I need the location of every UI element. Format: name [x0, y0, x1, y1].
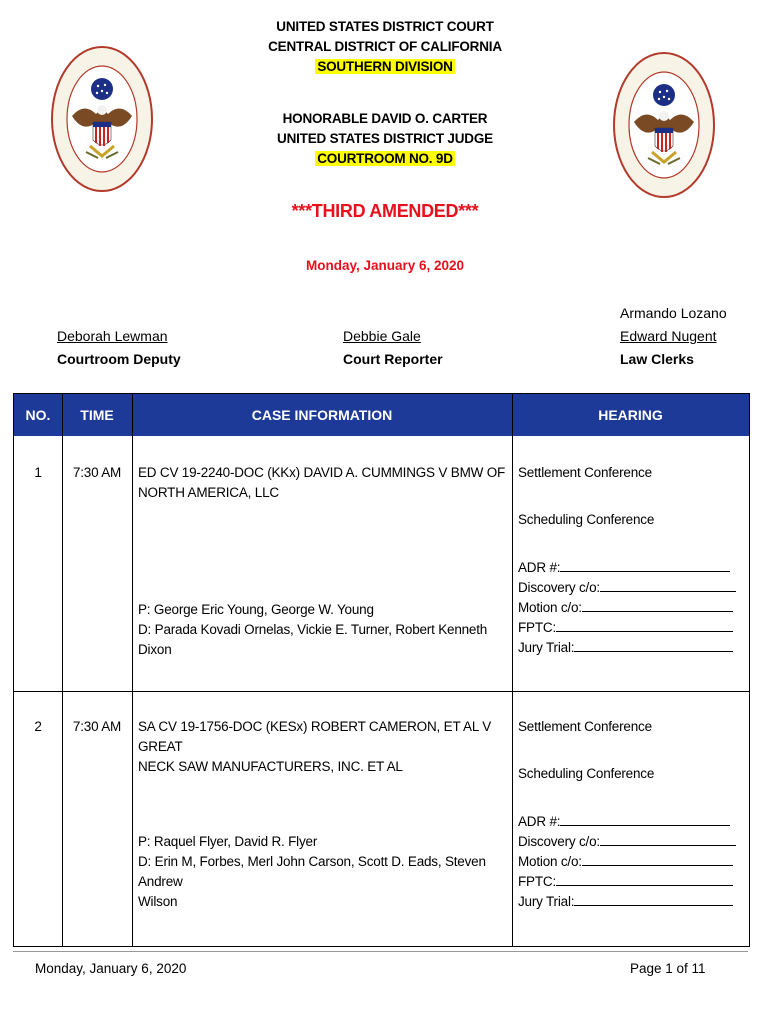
table-header [14, 394, 749, 436]
discovery-label: Discovery c/o: [518, 580, 600, 595]
fptc-label: FPTC: [518, 620, 556, 635]
plaintiff-counsel: P: Raquel Flyer, David R. Flyer [138, 834, 318, 849]
case-caption [138, 463, 510, 503]
column-header-case: CASE INFORMATION [251, 407, 393, 423]
row-time: 7:30 AM [72, 719, 122, 734]
motion-label: Motion c/o: [518, 854, 582, 869]
courtroom-deputy [57, 325, 181, 371]
defendant-counsel: D: Erin M, Forbes, Merl John Carson, Scott D. Eads, Steven Andrew [138, 854, 486, 889]
hearing-dates [518, 812, 743, 912]
case-caption-line: NORTH AMERICA, LLC [138, 485, 279, 500]
adr-label: ADR #: [518, 560, 561, 575]
case-caption [138, 717, 510, 777]
court-reporter [343, 325, 443, 371]
column-header-hearing: HEARING [598, 407, 663, 423]
adr-label: ADR #: [518, 814, 561, 829]
footer-date: Monday, January 6, 2020 [35, 961, 187, 976]
plaintiff-counsel: P: George Eric Young, George W. Young [138, 602, 374, 617]
discovery-label: Discovery c/o: [518, 834, 600, 849]
jury-trial-label: Jury Trial: [518, 894, 575, 909]
column-header-time: TIME [80, 407, 114, 423]
case-caption-line: SA CV 19-1756-DOC (KESx) ROBERT CAMERON, ET AL V GREAT [138, 719, 492, 754]
calendar-date: Monday, January 6, 2020 [305, 258, 465, 273]
column-header-no: NO. [25, 407, 51, 423]
row-number: 2 [34, 719, 42, 734]
row-number: 1 [34, 465, 42, 480]
clerk-name: Armando Lozano [620, 305, 727, 321]
case-parties [138, 600, 510, 660]
hearing-type: Scheduling Conference [518, 512, 655, 527]
calendar-table [13, 393, 750, 947]
reporter-role: Court Reporter [343, 351, 443, 367]
case-caption-line: NECK SAW MANUFACTURERS, INC. ET AL [138, 759, 403, 774]
court-district: CENTRAL DISTRICT OF CALIFORNIA [268, 39, 502, 54]
motion-label: Motion c/o: [518, 600, 582, 615]
deputy-name: Deborah Lewman [57, 328, 168, 344]
judge-name: HONORABLE DAVID O. CARTER [282, 111, 488, 126]
judge-header [0, 109, 770, 169]
clerk-name: Edward Nugent [620, 328, 717, 344]
jury-trial-label: Jury Trial: [518, 640, 575, 655]
hearing-dates [518, 558, 743, 658]
court-header [0, 17, 770, 77]
reporter-name: Debbie Gale [343, 328, 421, 344]
fptc-label: FPTC: [518, 874, 556, 889]
hearing-type: Settlement Conference [518, 719, 652, 734]
amended-notice: ***THIRD AMENDED*** [291, 201, 479, 221]
hearing-type: Settlement Conference [518, 465, 652, 480]
courtroom-number: COURTROOM NO. 9D [317, 151, 453, 166]
deputy-role: Courtroom Deputy [57, 351, 181, 367]
row-time: 7:30 AM [72, 465, 122, 480]
hearing-type: Scheduling Conference [518, 766, 655, 781]
defendant-counsel: Wilson [138, 894, 178, 909]
court-name: UNITED STATES DISTRICT COURT [276, 19, 494, 34]
page-number: Page 1 of 11 [630, 961, 706, 976]
court-division: SOUTHERN DIVISION [317, 59, 453, 74]
case-caption-line: ED CV 19-2240-DOC (KKx) DAVID A. CUMMINGS V BMW OF [138, 465, 506, 480]
judge-title: UNITED STATES DISTRICT JUDGE [277, 131, 493, 146]
footer-divider [13, 951, 748, 952]
case-parties [138, 832, 510, 912]
clerks-role: Law Clerks [620, 351, 694, 367]
law-clerks [620, 302, 727, 371]
defendant-counsel: D: Parada Kovadi Ornelas, Vickie E. Turner, Robert Kenneth Dixon [138, 622, 488, 657]
